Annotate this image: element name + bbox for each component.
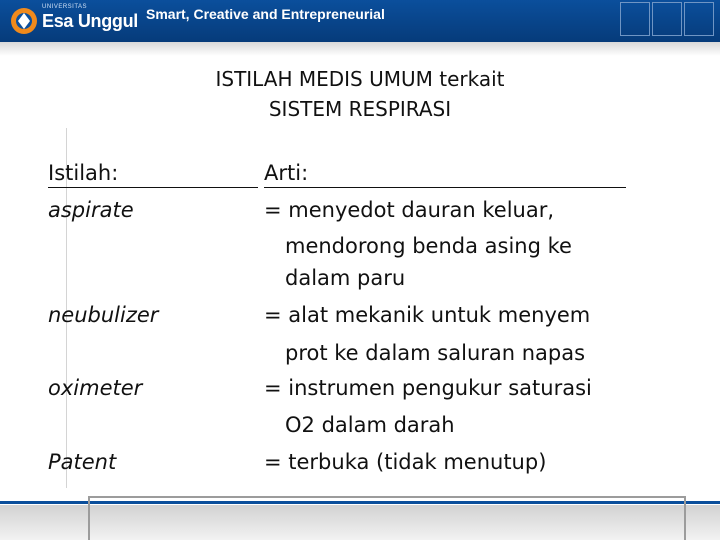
- meaning-line: prot ke dalam saluran napas: [285, 341, 586, 365]
- meaning-line: dalam paru: [285, 266, 406, 290]
- title-line-2: SISTEM RESPIRASI: [268, 97, 452, 121]
- terms-column: [48, 160, 248, 474]
- header-decoration: [652, 2, 682, 36]
- logo-caption: UNIVERSITAS: [42, 4, 88, 10]
- meaning-line: O2 dalam darah: [285, 413, 455, 437]
- meaning-line: = alat mekanik untuk menyem: [264, 303, 591, 327]
- tagline: Smart, Creative and Entrepreneurial: [146, 6, 385, 22]
- meaning-line: mendorong benda asing ke: [285, 234, 572, 258]
- meaning-line: = menyedot dauran keluar,: [264, 198, 555, 222]
- header-banner: [0, 0, 720, 42]
- meaning-line: = instrumen pengukur saturasi: [264, 376, 592, 400]
- slide-title: [110, 64, 610, 124]
- meaning-heading: Arti:: [264, 160, 626, 188]
- meaning-line: = terbuka (tidak menutup): [264, 450, 547, 474]
- term-patent: Patent: [48, 450, 117, 474]
- term-aspirate: aspirate: [48, 198, 134, 222]
- terms-heading: Istilah:: [48, 160, 258, 188]
- title-line-1: ISTILAH MEDIS UMUM terkait: [215, 67, 505, 91]
- meanings-column: [264, 160, 704, 474]
- term-oximeter: oximeter: [48, 376, 143, 400]
- term-neubulizer: neubulizer: [48, 303, 159, 327]
- header-shadow: [0, 42, 720, 56]
- university-logo-icon: [10, 7, 38, 35]
- logo-name: Esa Unggul: [42, 11, 139, 31]
- header-decoration: [620, 2, 650, 36]
- header-decoration: [684, 2, 714, 36]
- footer-frame: [88, 496, 686, 540]
